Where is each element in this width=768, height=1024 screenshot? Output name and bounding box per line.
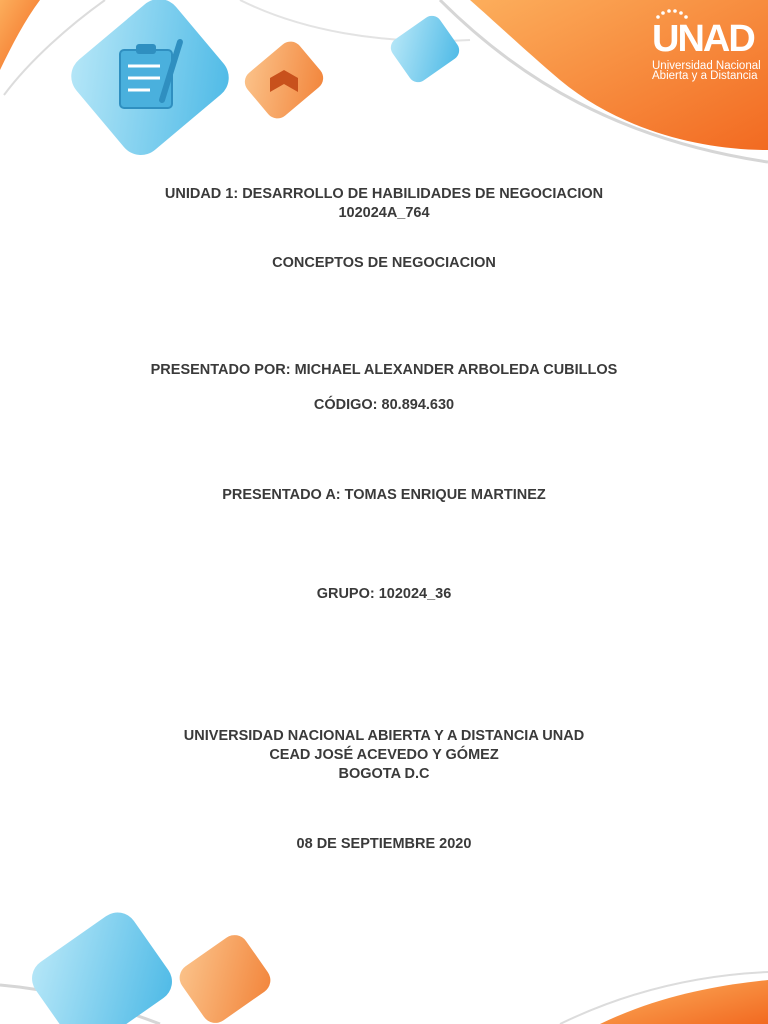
presented-by: PRESENTADO POR: MICHAEL ALEXANDER ARBOLEDA CUBILLOS	[150, 362, 618, 378]
topic-title: CONCEPTOS DE NEGOCIACION	[272, 255, 496, 271]
logo-subtitle-1: Universidad Nacional	[652, 60, 761, 72]
unit-title: UNIDAD 1: DESARROLLO DE HABILIDADES DE NEGOCIACION	[164, 186, 604, 202]
group-number: GRUPO: 102024_36	[316, 586, 452, 602]
city-name: BOGOTA D.C	[338, 766, 430, 782]
student-code: CÓDIGO: 80.894.630	[313, 397, 455, 413]
logo-wordmark: UNAD	[652, 18, 754, 60]
course-code: 102024A_764	[338, 205, 430, 221]
university-name: UNIVERSIDAD NACIONAL ABIERTA Y A DISTANCIA UNAD	[183, 728, 585, 744]
logo-subtitle-2: Abierta y a Distancia	[652, 70, 758, 82]
center-name: CEAD JOSÉ ACEVEDO Y GÓMEZ	[269, 747, 499, 763]
presented-to: PRESENTADO A: TOMAS ENRIQUE MARTINEZ	[222, 487, 546, 503]
submission-date: 08 DE SEPTIEMBRE 2020	[296, 836, 472, 852]
